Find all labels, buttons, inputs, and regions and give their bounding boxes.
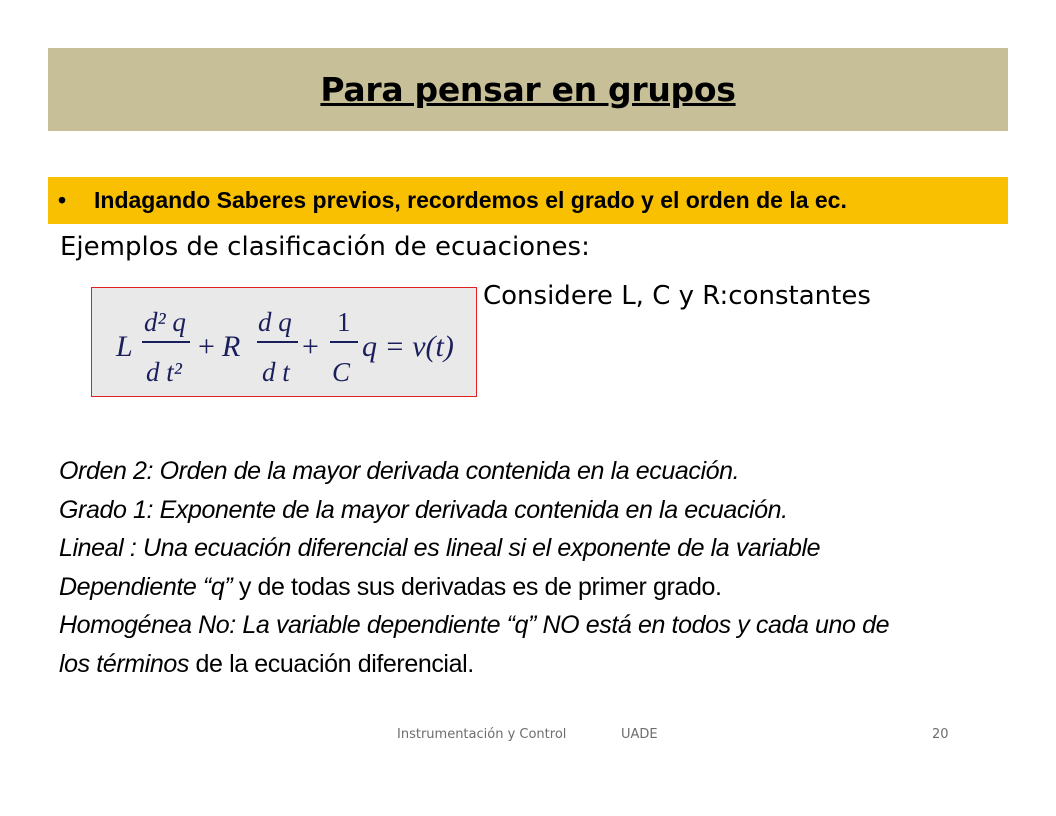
title-band — [48, 48, 1008, 131]
footer-course: Instrumentación y Control — [397, 727, 567, 742]
footer-org: UADE — [621, 727, 658, 742]
eq-C: C — [332, 357, 351, 387]
consider-note: Considere L, C y R:constantes — [483, 281, 871, 311]
eq-L: L — [116, 330, 133, 363]
slide-title: Para pensar en grupos — [320, 70, 736, 109]
eq-plus-1: + — [198, 330, 215, 363]
eq-dq-num: d q — [258, 307, 292, 337]
classification-notes — [59, 452, 1019, 684]
eq-R: R — [222, 330, 241, 363]
examples-heading: Ejemplos de clasificación de ecuaciones: — [60, 232, 590, 262]
note-grado: Grado 1: Exponente de la mayor derivada contenida en la ecuación. — [59, 495, 788, 524]
bullet-text: Indagando Saberes previos, recordemos el grado y el orden de la ec. — [94, 187, 847, 213]
note-lineal: Lineal : Una ecuación diferencial es lineal si el exponente de la variable — [59, 534, 821, 563]
note-orden: Orden 2: Orden de la mayor derivada contenida en la ecuación. — [59, 457, 740, 485]
eq-dq-den: d t — [262, 357, 290, 387]
eq-d2q-num: d² q — [144, 307, 186, 337]
equation-image — [92, 288, 476, 396]
eq-one: 1 — [337, 307, 351, 337]
footer-page-number: 20 — [932, 727, 949, 742]
note-homogenea: Homogénea No: La variable dependiente “q” NO está en todos y cada uno de — [59, 611, 890, 640]
note-terminos-rest: de la ecuación diferencial. — [188, 649, 474, 678]
note-terminos: los términos — [59, 649, 189, 678]
bullet-glyph: • — [58, 187, 67, 213]
eq-d2q-den: d t² — [146, 357, 182, 387]
equation-box — [91, 287, 477, 397]
note-dependiente: Dependiente “q” — [59, 572, 233, 601]
eq-q-equals-vt: q = v(t) — [362, 330, 454, 363]
bullet-bar — [48, 177, 1008, 224]
eq-plus-2: + — [302, 330, 319, 363]
note-dependiente-rest: y de todas sus derivadas es de primer grado. — [232, 572, 722, 601]
